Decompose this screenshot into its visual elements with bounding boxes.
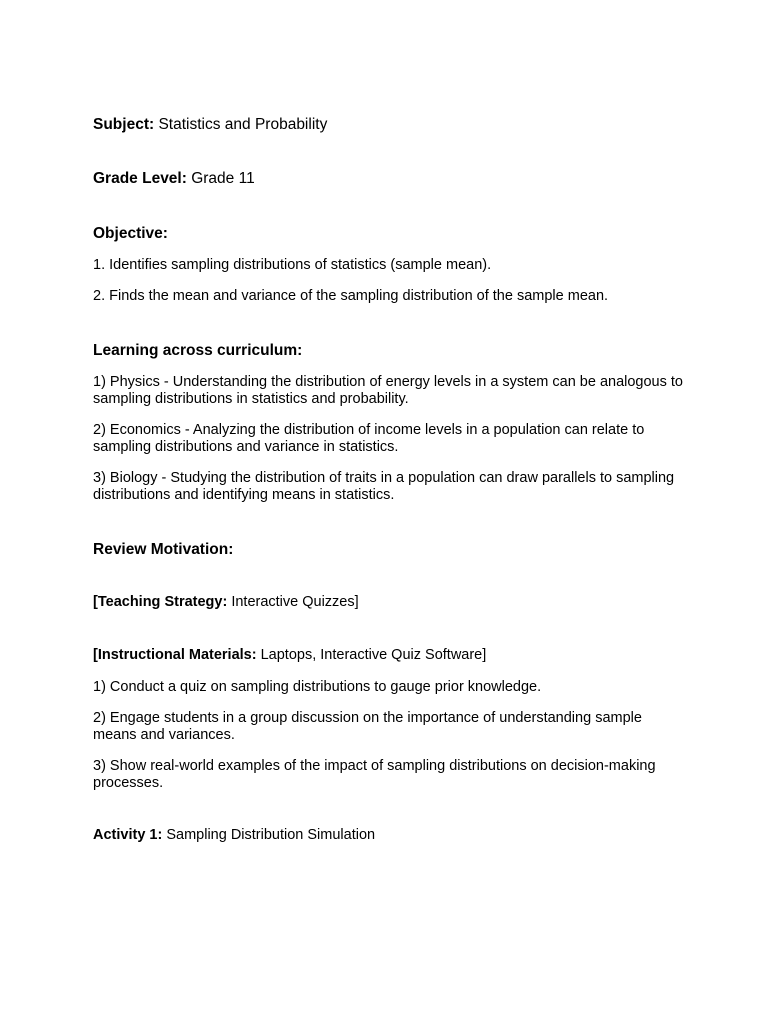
teaching-strategy-value: Interactive Quizzes] <box>227 594 359 610</box>
subject-line <box>93 116 683 134</box>
grade-level-value: Grade 11 <box>186 170 255 187</box>
motivation-item-2: 2) Engage students in a group discussion on the importance of understanding sample means and variances. <box>93 710 642 743</box>
curriculum-item-economics: 2) Economics - Analyzing the distribution of income levels in a population can relate to sampling distributions and variance in statistics. <box>93 422 645 455</box>
subject-value: Statistics and Probability <box>154 116 328 133</box>
motivation-item-1: 1) Conduct a quiz on sampling distributions to gauge prior knowledge. <box>93 679 542 695</box>
curriculum-item-biology: 3) Biology - Studying the distribution of traits in a population can draw parallels to sampling distributions and identifying means in statistics. <box>93 470 675 503</box>
instructional-materials-line <box>93 647 683 664</box>
activity-1-label: Activity 1: <box>93 827 163 843</box>
subject-label: Subject: <box>93 116 155 133</box>
activity-1-value: Sampling Distribution Simulation <box>162 827 376 843</box>
objective-item-2: 2. Finds the mean and variance of the sampling distribution of the sample mean. <box>93 288 609 304</box>
instructional-materials-value: Laptops, Interactive Quiz Software] <box>256 647 487 663</box>
grade-level-line <box>93 170 683 188</box>
curriculum-item-physics: 1) Physics - Understanding the distribution of energy levels in a system can be analogous to sampling distributions in statistics and probability. <box>93 374 683 407</box>
teaching-strategy-label: [Teaching Strategy: <box>93 594 228 610</box>
objective-item-1: 1. Identifies sampling distributions of statistics (sample mean). <box>93 257 492 273</box>
objective-heading: Objective: <box>93 225 168 242</box>
review-motivation-heading: Review Motivation: <box>93 541 234 558</box>
instructional-materials-label: [Instructional Materials: <box>93 647 257 663</box>
teaching-strategy-line <box>93 594 683 611</box>
learning-across-curriculum-heading: Learning across curriculum: <box>93 342 303 359</box>
activity-1-line <box>93 827 683 844</box>
grade-level-label: Grade Level: <box>93 170 187 187</box>
motivation-item-3: 3) Show real-world examples of the impact of sampling distributions on decision-making processes. <box>93 758 656 791</box>
